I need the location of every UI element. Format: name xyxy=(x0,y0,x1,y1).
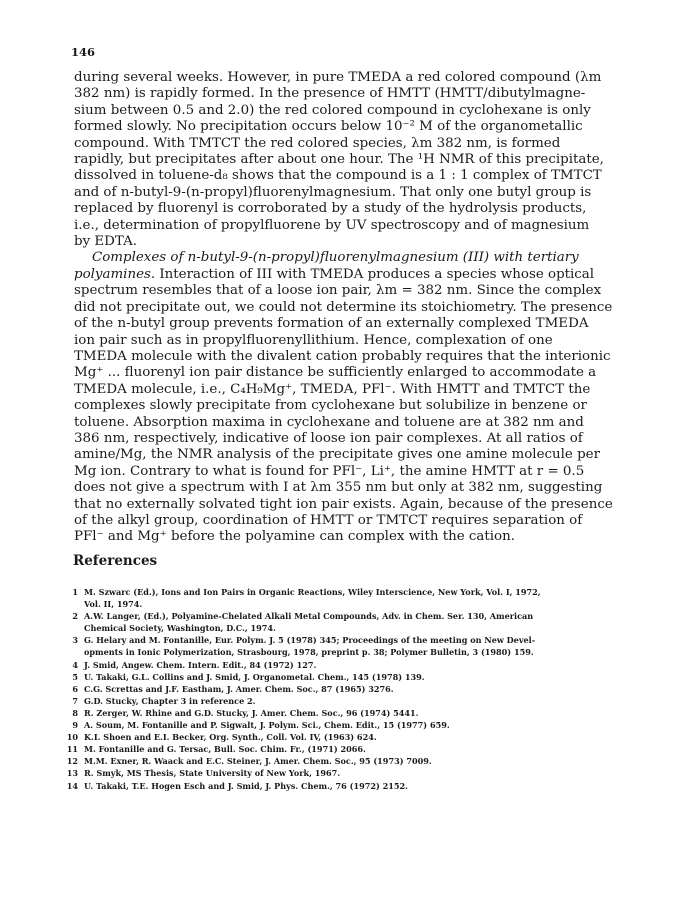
reference-item-continuation xyxy=(64,622,624,634)
body-line: TMEDA molecule, i.e., C₄H₉Mg⁺, TMEDA, PFl⁻. With HMTT and TMTCT the xyxy=(74,381,591,397)
reference-text: U. Takaki, T.E. Hogen Esch and J. Smid, J. Phys. Chem., 76 (1972) 2152. xyxy=(84,780,408,791)
reference-item xyxy=(64,659,624,671)
body-line: toluene. Absorption maxima in cyclohexane and toluene are at 382 nm and xyxy=(74,414,584,430)
reference-number: 4 xyxy=(72,659,78,670)
body-line: ion pair such as in propylfluorenyllithium. Hence, complexation of one xyxy=(74,332,553,348)
body-line: compound. With TMTCT the red colored species, λm 382 nm, is formed xyxy=(74,135,561,151)
reference-item xyxy=(64,743,624,755)
reference-item-continuation xyxy=(64,646,624,658)
reference-text: Chemical Society, Washington, D.C., 1974. xyxy=(84,623,276,634)
reference-text: G. Helary and M. Fontanille, Eur. Polym. J. 5 (1978) 345; Proceedings of the meeting on New Devel- xyxy=(84,635,536,646)
body-line: by EDTA. xyxy=(74,234,138,250)
body-line: rapidly, but precipitates after about one hour. The ¹H NMR of this precipitate, xyxy=(74,152,604,168)
reference-text: Vol. II, 1974. xyxy=(84,599,143,610)
reference-text: M. Fontanille and G. Tersac, Bull. Soc. Chim. Fr., (1971) 2066. xyxy=(84,744,366,755)
body-line: 382 nm) is rapidly formed. In the presence of HMTT (HMTT/dibutylmagne- xyxy=(74,86,586,102)
body-line: TMEDA molecule with the divalent cation probably requires that the interionic xyxy=(74,348,611,364)
reference-number: 7 xyxy=(72,695,78,706)
reference-text: G.D. Stucky, Chapter 3 in reference 2. xyxy=(84,695,256,706)
reference-number: 8 xyxy=(72,707,78,718)
reference-item xyxy=(64,695,624,707)
reference-item xyxy=(64,634,624,646)
reference-item xyxy=(64,671,624,683)
body-line: replaced by fluorenyl is corroborated by a study of the hydrolysis products, xyxy=(74,201,587,217)
body-line: that no externally solvated tight ion pair exists. Again, because of the presence xyxy=(74,496,613,512)
body-line: PFl⁻ and Mg⁺ before the polyamine can complex with the cation. xyxy=(74,529,515,545)
reference-text: R. Smyk, MS Thesis, State University of New York, 1967. xyxy=(84,768,341,779)
body-line: of the alkyl group, coordination of HMTT or TMTCT requires separation of xyxy=(74,512,583,528)
italic-heading: Complexes of n-butyl-9-(n-propyl)fluorenylmagnesium (III) with tertiary xyxy=(92,250,579,266)
reference-item-continuation xyxy=(64,598,624,610)
reference-number: 3 xyxy=(72,635,78,646)
body-line: Mg⁺ ... fluorenyl ion pair distance be sufficiently enlarged to accommodate a xyxy=(74,365,597,381)
body-line: sium between 0.5 and 2.0) the red colored compound in cyclohexane is only xyxy=(74,102,591,118)
reference-text: M.M. Exner, R. Waack and E.C. Steiner, J. Amer. Chem. Soc., 95 (1973) 7009. xyxy=(84,756,432,767)
reference-number: 10 xyxy=(66,732,78,743)
body-line: amine/Mg, the NMR analysis of the precipitate gives one amine molecule per xyxy=(74,447,600,463)
body-line: during several weeks. However, in pure TMEDA a red colored compound (λm xyxy=(74,70,602,85)
reference-text: K.I. Shoen and E.I. Becker, Org. Synth., Coll. Vol. IV, (1963) 624. xyxy=(84,732,377,743)
body-line: did not precipitate out, we could not determine its stoichiometry. The presence xyxy=(74,299,613,315)
reference-item xyxy=(64,719,624,731)
reference-item xyxy=(64,707,624,719)
references-list xyxy=(64,586,624,792)
reference-item xyxy=(64,610,624,622)
reference-text: A. Soum, M. Fontanille and P. Sigwalt, J. Polym. Sci., Chem. Edit., 15 (1977) 659. xyxy=(84,720,450,731)
references-heading: References xyxy=(73,553,158,569)
reference-text: C.G. Screttas and J.F. Eastham, J. Amer. Chem. Soc., 87 (1965) 3276. xyxy=(84,683,394,694)
body-line: does not give a spectrum with I at λm 355 nm but only at 382 nm, suggesting xyxy=(74,480,603,496)
reference-number: 2 xyxy=(72,611,78,622)
reference-text: opments in Ionic Polymerization, Strasbourg, 1978, preprint p. 38; Polymer Bulletin, 3 (1980) 159. xyxy=(84,647,534,658)
body-line: of the n-butyl group prevents formation of an externally complexed TMEDA xyxy=(74,316,589,332)
body-line: dissolved in toluene-d₈ shows that the compound is a 1 : 1 complex of TMTCT xyxy=(74,168,602,184)
reference-text: R. Zerger, W. Rhine and G.D. Stucky, J. Amer. Chem. Soc., 96 (1974) 5441. xyxy=(84,707,419,718)
body-line: complexes slowly precipitate from cyclohexane but solubilize in benzene or xyxy=(74,398,587,414)
reference-number: 12 xyxy=(66,756,78,767)
reference-number: 9 xyxy=(72,720,78,731)
reference-text: J. Smid, Angew. Chem. Intern. Edit., 84 (1972) 127. xyxy=(84,659,317,670)
reference-number: 13 xyxy=(66,768,78,779)
body-line: i.e., determination of propylfluorene by UV spectroscopy and of magnesium xyxy=(74,217,590,233)
body-line: 386 nm, respectively, indicative of loose ion pair complexes. At all ratios of xyxy=(74,430,583,446)
reference-item xyxy=(64,586,624,598)
reference-text: A.W. Langer, (Ed.), Polyamine-Chelated Alkali Metal Compounds, Adv. in Chem. Ser. 130, American xyxy=(84,611,534,622)
italic-heading-cont: polyamines. xyxy=(74,266,156,282)
reference-text: U. Takaki, G.L. Collins and J. Smid, J. Organometal. Chem., 145 (1978) 139. xyxy=(84,671,425,682)
page-number: 146 xyxy=(71,45,96,59)
reference-item xyxy=(64,780,624,792)
body-line: and of n-butyl-9-(n-propyl)fluorenylmagnesium. That only one butyl group is xyxy=(74,184,592,200)
reference-number: 14 xyxy=(66,780,78,791)
reference-text: M. Szwarc (Ed.), Ions and Ion Pairs in Organic Reactions, Wiley Interscience, New York, Vol. I, 1972, xyxy=(84,587,541,597)
body-text xyxy=(74,70,616,546)
reference-item xyxy=(64,731,624,743)
reference-item xyxy=(64,755,624,767)
body-line: Mg ion. Contrary to what is found for PFl⁻, Li⁺, the amine HMTT at r = 0.5 xyxy=(74,463,585,479)
reference-number: 1 xyxy=(72,587,78,597)
reference-item xyxy=(64,683,624,695)
reference-number: 5 xyxy=(72,671,78,682)
reference-item xyxy=(64,767,624,779)
body-line: polyamines. Interaction of III with TMEDA produces a species whose optical xyxy=(74,266,595,282)
section-heading-line xyxy=(74,250,616,266)
reference-number: 11 xyxy=(66,744,78,755)
body-line: formed slowly. No precipitation occurs below 10⁻² M of the organometallic xyxy=(74,119,583,135)
reference-number: 6 xyxy=(72,683,78,694)
body-line: spectrum resembles that of a loose ion pair, λm = 382 nm. Since the complex xyxy=(74,283,602,299)
